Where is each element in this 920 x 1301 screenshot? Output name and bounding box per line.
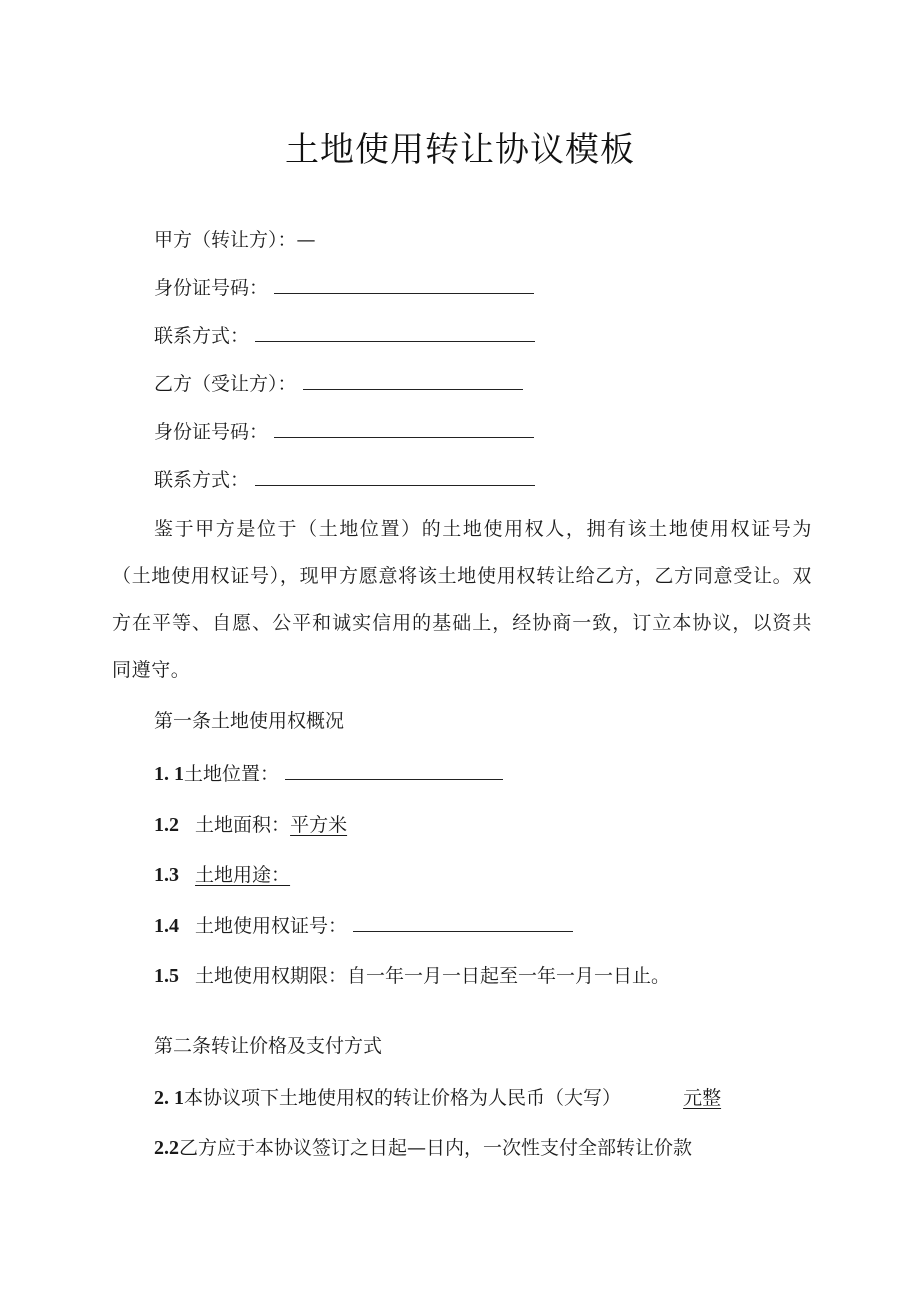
item-label: 土地位置： bbox=[184, 763, 280, 785]
item-label: 本协议项下土地使用权的转让价格为人民币（大写） bbox=[184, 1087, 622, 1109]
article-1-item-4 bbox=[154, 912, 573, 940]
party-a-id-line bbox=[154, 274, 534, 302]
article-2-heading: 第二条转让价格及支付方式 bbox=[154, 1035, 383, 1057]
party-b-id-blank bbox=[274, 419, 534, 438]
party-a-contact-line bbox=[154, 322, 535, 350]
party-a-contact-blank bbox=[255, 323, 535, 342]
party-b-blank bbox=[303, 371, 523, 390]
item-number: 2. 1 bbox=[154, 1087, 184, 1109]
item-label: 土地使用权期限：自一年一月一日起至一年一月一日止。 bbox=[195, 965, 671, 987]
item-number: 1.3 bbox=[154, 864, 179, 886]
land-location-blank bbox=[285, 761, 503, 780]
item-number: 1. 1 bbox=[154, 763, 184, 785]
party-b-contact-blank bbox=[255, 467, 535, 486]
item-number: 1.4 bbox=[154, 915, 179, 937]
party-b-contact-line bbox=[154, 466, 535, 494]
item-number: 1.5 bbox=[154, 965, 179, 987]
article-1-item-5 bbox=[154, 962, 670, 990]
price-unit: 元整 bbox=[683, 1087, 722, 1109]
item-label: 土地使用权证号： bbox=[195, 915, 348, 937]
document-title: 土地使用转让协议模板 bbox=[285, 130, 635, 170]
article-1-item-1 bbox=[154, 760, 503, 788]
party-b-id-line bbox=[154, 418, 534, 446]
article-1-item-3 bbox=[154, 861, 290, 889]
item-label: 乙方应于本协议签订之日起—日内，一次性支付全部转让价款 bbox=[179, 1137, 693, 1159]
party-a-contact-label: 联系方式： bbox=[154, 325, 250, 347]
party-b-contact-label: 联系方式： bbox=[154, 469, 250, 491]
article-1-heading: 第一条土地使用权概况 bbox=[154, 710, 345, 732]
party-b-line bbox=[154, 370, 523, 398]
party-a-line bbox=[154, 226, 316, 254]
party-b-id-label: 身份证号码： bbox=[154, 421, 269, 443]
item-number: 1.2 bbox=[154, 814, 179, 836]
preamble-paragraph: 鉴于甲方是位于（土地位置）的土地使用权人，拥有该土地使用权证号为（土地使用权证号），现甲方愿意将该土地使用权转让给乙方，乙方同意受让。双方在平等、自愿、公平和诚实信用的基础上，经协商一致，订立本协议，以资共同遵守。 bbox=[112, 518, 812, 681]
party-a-id-label: 身份证号码： bbox=[154, 277, 269, 299]
party-b-label: 乙方（受让方）： bbox=[154, 373, 297, 395]
party-a-value: — bbox=[296, 229, 316, 251]
article-1-item-2 bbox=[154, 811, 347, 839]
party-a-label: 甲方（转让方）： bbox=[154, 229, 297, 251]
article-2-item-1 bbox=[154, 1084, 721, 1112]
party-a-id-blank bbox=[274, 275, 534, 294]
item-label: 土地面积： bbox=[195, 814, 291, 836]
article-2-item-2 bbox=[154, 1134, 692, 1162]
certificate-number-blank bbox=[353, 913, 573, 932]
item-number: 2.2 bbox=[154, 1137, 179, 1159]
item-label: 土地用途： bbox=[195, 864, 291, 886]
area-unit: 平方米 bbox=[290, 814, 348, 836]
